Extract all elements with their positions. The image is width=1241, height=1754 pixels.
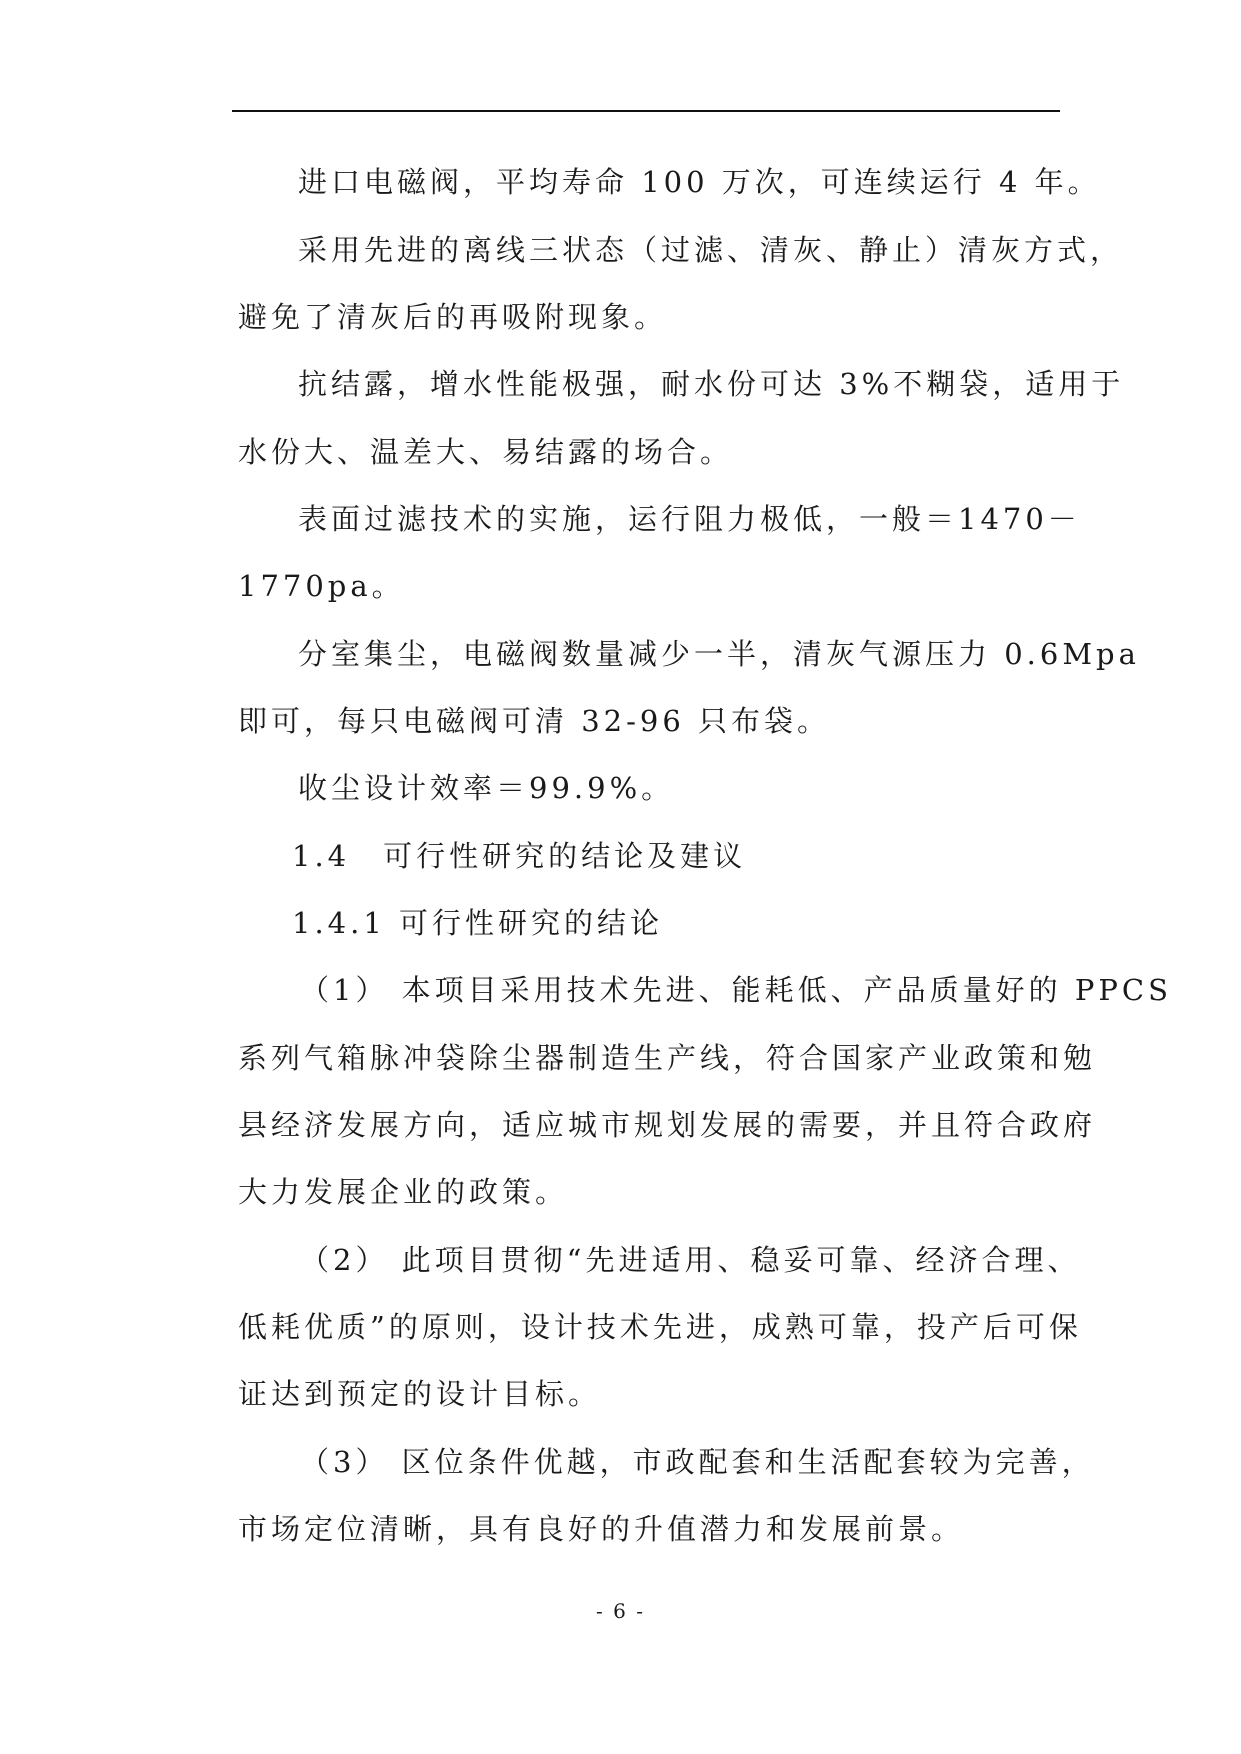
body-text-line: 分室集尘，电磁阀数量减少一半，清灰气源压力 0.6Mpa bbox=[298, 637, 1140, 671]
body-text-line: 水份大、温差大、易结露的场合。 bbox=[238, 435, 734, 469]
body-text-line: 表面过滤技术的实施，运行阻力极低，一般＝1470－ bbox=[298, 502, 1081, 536]
body-text-line: （3） 区位条件优越，市政配套和生活配套较为完善， bbox=[300, 1445, 1095, 1479]
body-text-line: 系列气箱脉冲袋除尘器制造生产线，符合国家产业政策和勉 bbox=[238, 1041, 1097, 1075]
body-text-line: 大力发展企业的政策。 bbox=[238, 1175, 569, 1209]
body-text-line: （2） 此项目贯彻“先进适用、稳妥可靠、经济合理、 bbox=[300, 1243, 1081, 1277]
body-text-line: 避免了清灰后的再吸附现象。 bbox=[238, 300, 668, 334]
body-text-line: 低耗优质”的原则，设计技术先进，成熟可靠，投产后可保 bbox=[238, 1310, 1082, 1344]
body-text-line: 收尘设计效率＝99.9%。 bbox=[298, 771, 675, 805]
body-text-line: 采用先进的离线三状态（过滤、清灰、静止）清灰方式， bbox=[298, 233, 1124, 267]
body-text-line: 证达到预定的设计目标。 bbox=[238, 1377, 602, 1411]
section-heading: 1.4 可行性研究的结论及建议 bbox=[292, 839, 747, 873]
body-text-line: 抗结露，增水性能极强，耐水份可达 3%不糊袋，适用于 bbox=[298, 367, 1125, 401]
header-rule bbox=[232, 110, 1060, 112]
body-text-line: 市场定位清晰，具有良好的升值潜力和发展前景。 bbox=[238, 1512, 965, 1546]
body-text-line: 1770pa。 bbox=[238, 569, 405, 603]
body-text-line: 进口电磁阀，平均寿命 100 万次，可连续运行 4 年。 bbox=[298, 165, 1101, 199]
page-number: - 6 - bbox=[596, 1599, 645, 1623]
body-text-line: 县经济发展方向，适应城市规划发展的需要，并且符合政府 bbox=[238, 1108, 1097, 1142]
subsection-heading: 1.4.1 可行性研究的结论 bbox=[292, 906, 664, 940]
body-text-line: 即可，每只电磁阀可清 32-96 只布袋。 bbox=[238, 704, 831, 738]
body-text-line: （1） 本项目采用技术先进、能耗低、产品质量好的 PPCS bbox=[300, 973, 1172, 1007]
